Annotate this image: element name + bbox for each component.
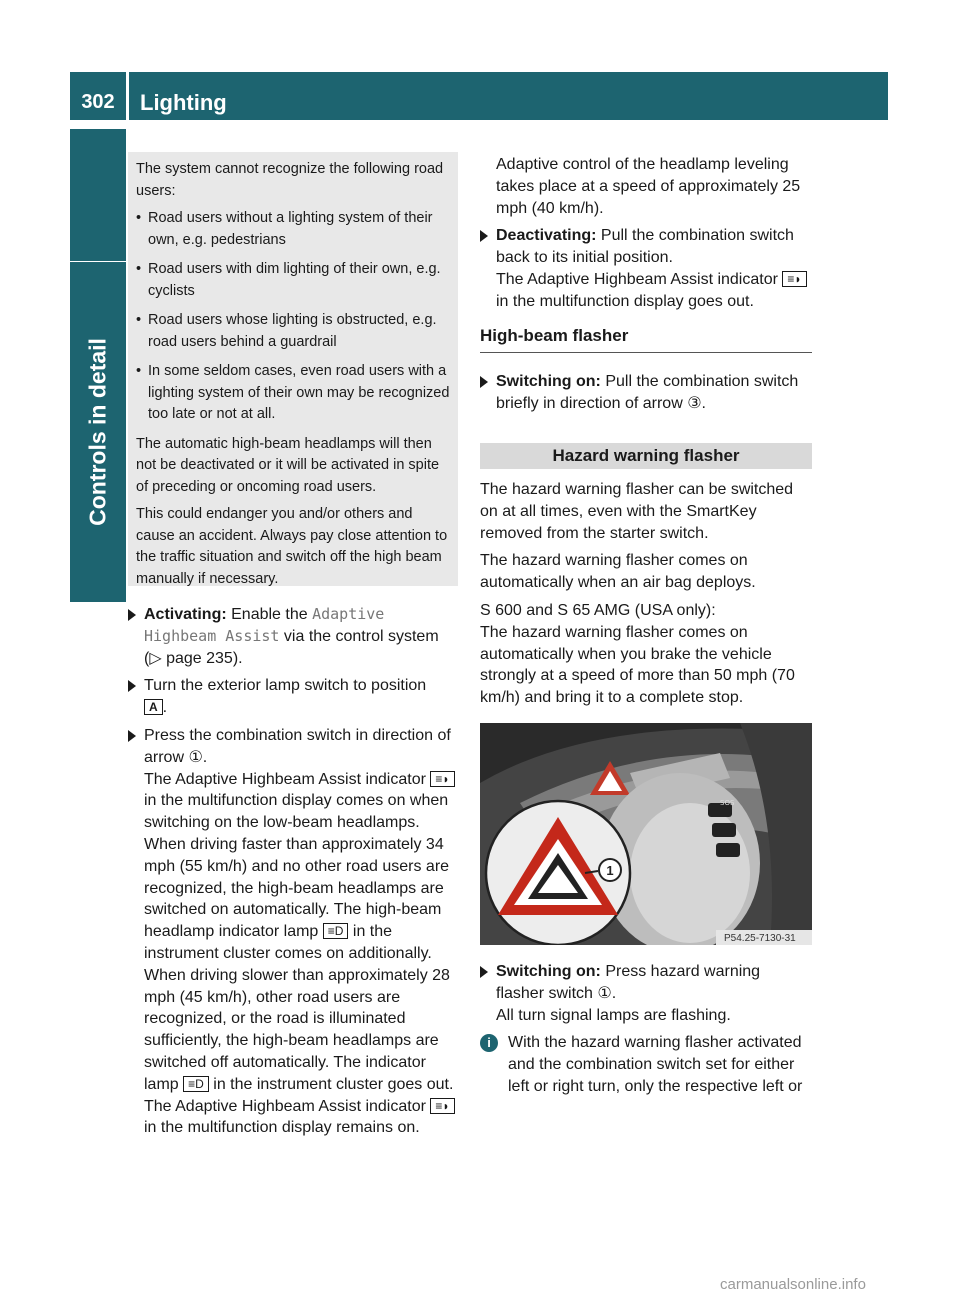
heading-hazard-flasher: Hazard warning flasher — [480, 443, 812, 469]
step-arrow-icon — [128, 609, 136, 621]
list-item: • Road users with dim lighting of their own, e.g. cyclists — [136, 261, 441, 299]
list-item: • Road users without a lighting system of their own, e.g. pedestrians — [136, 210, 433, 248]
chapter-tab — [70, 262, 126, 602]
highbeam-icon: ≡D — [323, 923, 349, 939]
adaptive-note: Adaptive control of the headlamp leveling takes place at a speed of approximately 25 mph (40 km/h). — [496, 156, 801, 217]
highbeam-icon: ≡D — [183, 1076, 209, 1092]
step-arrow-icon — [480, 966, 488, 978]
photo-code: P54.25-7130-31 — [724, 932, 796, 944]
step-arrow-icon — [480, 376, 488, 388]
hazard-switch-photo — [480, 723, 812, 945]
auto-lamp-icon: A — [144, 699, 163, 715]
chapter-title: Controls in detail — [84, 338, 111, 526]
sidebar-tab — [70, 129, 126, 261]
header-divider — [126, 72, 129, 120]
info-icon: i — [480, 1034, 498, 1052]
warning-box — [128, 152, 458, 586]
step-lamp-switch: Turn the exterior lamp switch to position A . — [128, 675, 460, 719]
photo-sos-label: SOS — [720, 798, 735, 807]
section-title: Lighting — [140, 90, 227, 115]
hazard-switch-illustration — [480, 723, 812, 945]
hazard-para: S 600 and S 65 AMG (USA only): The hazard warning flasher comes on automatically when you brake the vehicle strongly at a speed of more than 50 mph (70 km/h) and bring it to a complete stop. — [480, 601, 795, 707]
step-arrow-icon — [480, 230, 488, 242]
watermark: carmanualsonline.info — [720, 1276, 866, 1293]
adaptive-highbeam-icon: ≡◗ — [782, 271, 806, 287]
warning-para: This could endanger you and/or others and cause an accident. Always pay close attention to the traffic situation and switch off the high beam manually if necessary. — [136, 506, 448, 587]
step-arrow-icon — [128, 730, 136, 742]
adaptive-highbeam-icon: ≡◗ — [430, 771, 454, 787]
warning-para: The automatic high-beam headlamps will then not be deactivated or it will be activated in spite of preceding or oncoming road users. — [136, 435, 440, 495]
info-note: i With the hazard warning flasher activated and the combination switch set for either left or right turn, only the respective left or — [480, 1032, 812, 1097]
list-item: • Road users whose lighting is obstructed, e.g. road users behind a guardrail — [136, 312, 437, 350]
left-steps — [128, 604, 460, 1145]
step-activating: Activating: Enable the Adaptive Highbeam Assist via the control system (▷ page 235). — [128, 604, 460, 669]
hazard-para: The hazard warning flasher comes on automatically when an air bag deploys. — [480, 552, 756, 592]
adaptive-highbeam-icon: ≡◗ — [430, 1098, 454, 1114]
right-column — [480, 154, 812, 1098]
list-item: • In some seldom cases, even road users with a lighting system of their own may be recognized too late or not at all. — [136, 363, 450, 422]
step-deactivating: Deactivating: Pull the combination switch back to its initial position. The Adaptive Highbeam Assist indicator ≡◗ in the multifunction display goes out. — [480, 225, 812, 312]
photo-callout: 1 — [606, 862, 614, 878]
page-number: 302 — [81, 91, 115, 113]
step-combination-switch: Press the combination switch in direction of arrow ①. The Adaptive Highbeam Assist indicator ≡◗ in the multifunction display comes on when switching on the low-beam headlamps. When driving faster than approximately 34 mph (55 km/h) and no other road users are recognized, the high-beam headlamps are switched on automatically. The high-beam headlamp indicator lamp ≡D in the instrument cluster comes on additionally. When driving slower than approximately 28 mph (45 km/h), other road users are recognized, or the road is illuminated sufficiently, the high-beam headlamps are switched off automatically. The indicator lamp ≡D in the instrument cluster goes out. The Adaptive Highbeam Assist indicator ≡◗ in the multifunction display remains on. — [128, 725, 460, 1139]
step-hazard-on: Switching on: Press hazard warning flasher switch ①. All turn signal lamps are flashing. — [480, 961, 812, 1026]
step-arrow-icon — [128, 680, 136, 692]
heading-highbeam-flasher: High-beam flasher — [480, 325, 812, 354]
hazard-para: The hazard warning flasher can be switched on at all times, even with the SmartKey removed from the starter switch. — [480, 480, 794, 542]
step-flasher: Switching on: Pull the combination switch briefly in direction of arrow ③. — [480, 371, 812, 415]
warning-intro: The system cannot recognize the following road users: — [136, 161, 444, 199]
